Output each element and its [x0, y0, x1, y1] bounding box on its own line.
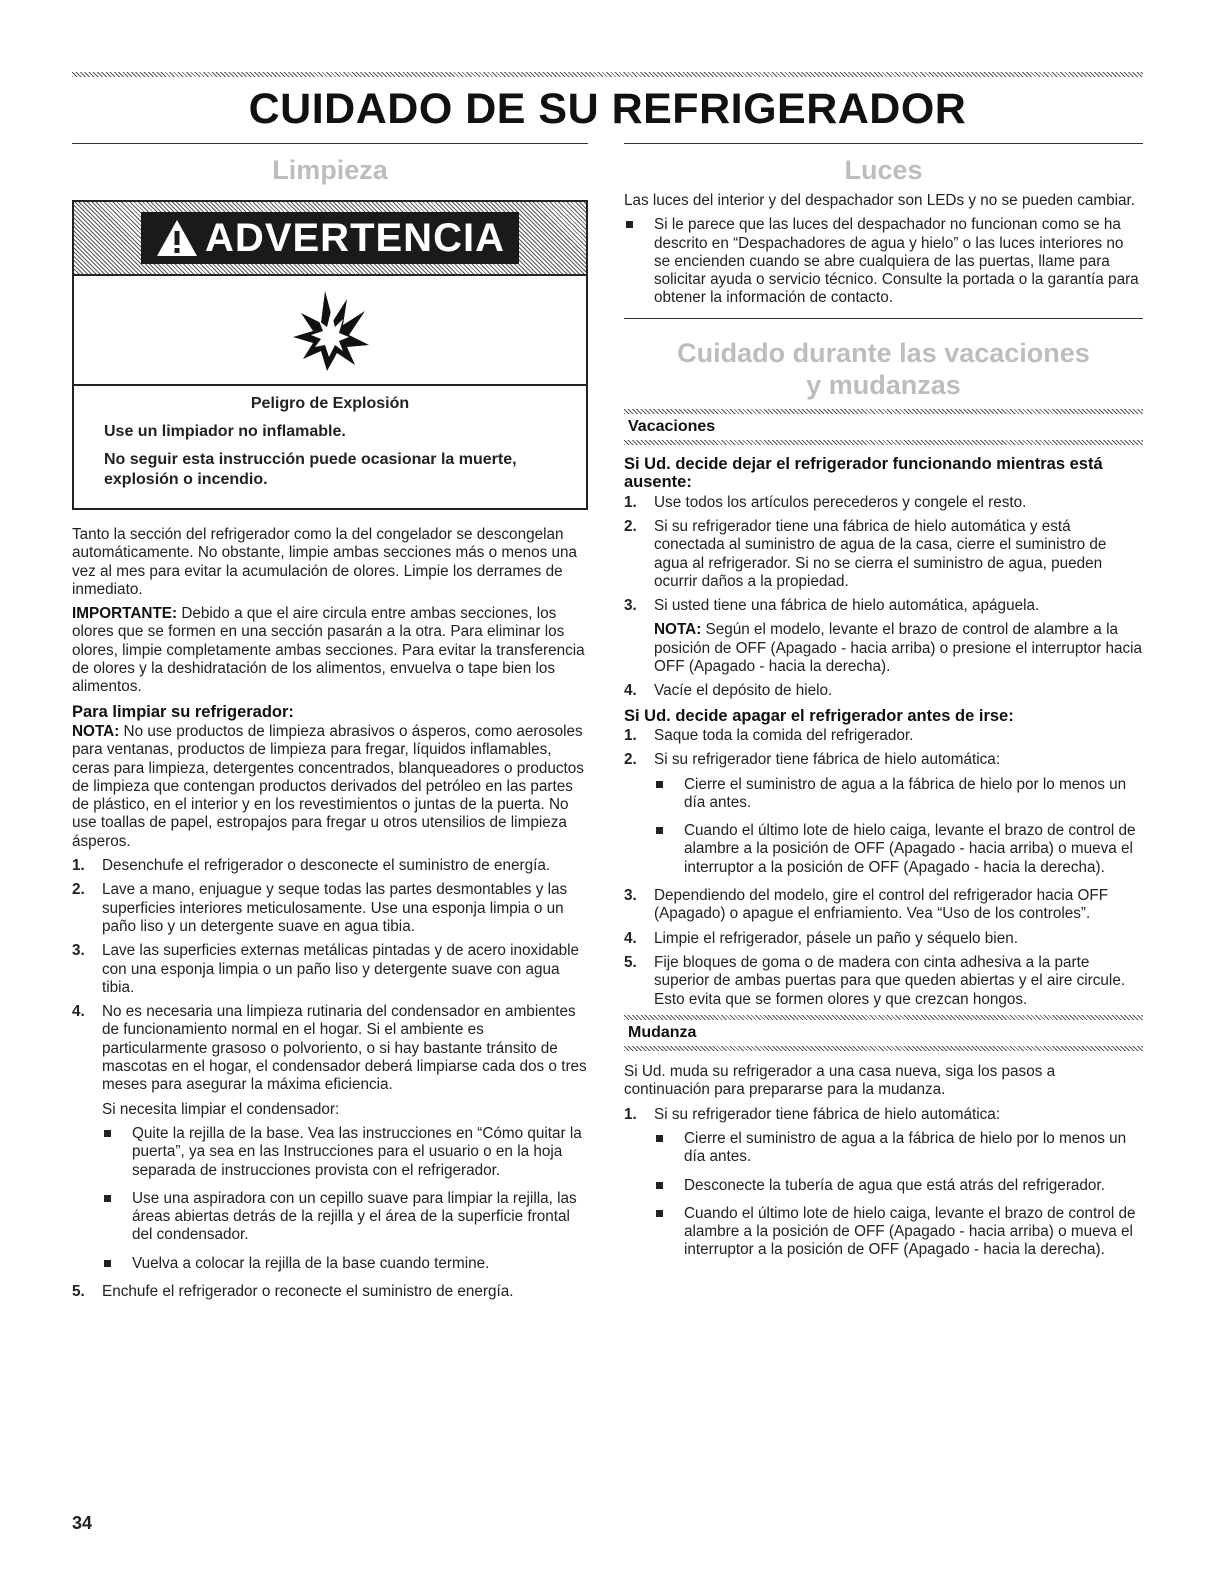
list-item: Cuando el último lote de hielo caiga, levante el brazo de control de alambre a la posición de OFF (Apagado - hacia arriba) o mueva el interruptor a la posición de OFF (Apagado - hacia la derecha). — [654, 822, 1143, 877]
leave-on-note — [654, 621, 1143, 676]
warning-triangle-icon — [155, 218, 199, 258]
list-item — [624, 887, 1143, 924]
section-title-luces: Luces — [844, 155, 923, 185]
cleaning-steps — [72, 857, 588, 1301]
move-steps — [624, 1106, 1143, 1260]
hatch-band — [624, 440, 1143, 445]
list-item — [624, 954, 1143, 1009]
lights-intro: Las luces del interior y del despachador son LEDs y no se pueden cambiar. — [624, 192, 1136, 209]
left-title-rule — [72, 143, 588, 144]
warning-header-text: ADVERTENCIA — [205, 215, 505, 260]
turn-off-steps — [624, 727, 1143, 1009]
step-text: Limpie el refrigerador, pásele un paño y séquelo bien. — [654, 929, 1018, 947]
list-item: Si le parece que las luces del despachador no funcionan como se ha descrito en “Despachadores de agua y hielo” o las luces interiores no se encienden cuando se abre cualquiera de las puertas, llame para solicitar ayuda o servicio técnico. Consulte la portada o la garantía para obtener la información de contacto. — [624, 216, 1143, 307]
step-number: 3. — [624, 887, 637, 905]
list-item — [624, 1106, 1143, 1260]
right-title-rule — [624, 143, 1143, 144]
step-number: 2. — [72, 881, 85, 899]
step-number: 3. — [72, 942, 85, 960]
step-number: 4. — [72, 1003, 85, 1021]
list-item: Use una aspiradora con un cepillo suave para limpiar la rejilla, las áreas abiertas detrás de la rejilla y el área de la superficie frontal del condensador. — [102, 1190, 588, 1245]
important-paragraph — [72, 605, 588, 696]
list-item — [72, 1003, 588, 1273]
move-bullets — [654, 1130, 1143, 1260]
vacaciones-label: Vacaciones — [628, 417, 716, 435]
note-label: NOTA: — [654, 621, 702, 639]
list-item: Cuando el último lote de hielo caiga, levante el brazo de control de alambre a la posición de OFF (Apagado - hacia arriba) o mueva el interruptor a la posición de OFF (Apagado - hacia la derecha). — [654, 1205, 1143, 1260]
step-text: Enchufe el refrigerador o reconecte el suministro de energía. — [102, 1282, 514, 1300]
lights-bullets — [624, 216, 1143, 307]
list-item: Cierre el suministro de agua a la fábrica de hielo por lo menos un día antes. — [654, 776, 1143, 813]
leave-on-heading: Si Ud. decide dejar el refrigerador funcionando mientras está ausente: — [624, 455, 1103, 492]
list-item — [624, 930, 1143, 948]
leave-on-steps — [624, 494, 1143, 701]
section-title-vacaciones — [624, 337, 1143, 401]
list-item — [624, 494, 1143, 512]
section-title-line-2: y mudanzas — [806, 369, 961, 400]
list-item — [624, 751, 1143, 877]
left-column — [72, 150, 588, 1307]
condenser-bullets — [102, 1125, 588, 1273]
list-item: Quite la rejilla de la base. Vea las instrucciones en “Cómo quitar la puerta”, ya sea en las Instrucciones para el usuario o en la hoja separada de instrucciones provista con el refrigerador. — [102, 1125, 588, 1180]
list-item — [72, 942, 588, 997]
warning-text — [74, 386, 586, 508]
important-text: Debido a que el aire circula entre ambas secciones, los olores que se formen en una sección pasarán a la otra. Para eliminar los olores, limpie completamente ambas secciones. Para evitar la transferencia de olores y la deshidratación de los alimentos, envuelva o tape bien los alimentos. — [72, 605, 585, 696]
step-text: No es necesaria una limpieza rutinaria del condensador en ambientes de funcionamiento normal en el hogar. Si el ambiente es particularmente grasoso o polvoriento, o si hay bastante tránsito de mascotas en el hogar, el condensador deberá limpiarse cada dos o tres meses para asegurar la máxima eficiencia. — [102, 1003, 587, 1094]
step-text: Dependiendo del modelo, gire el control del refrigerador hacia OFF (Apagado) o apague el enfriamiento. Vea “Uso de los controles”. — [654, 887, 1109, 923]
right-column — [624, 150, 1143, 1270]
step-text: Use todos los artículos perecederos y congele el resto. — [654, 493, 1027, 511]
condenser-sub: Si necesita limpiar el condensador: — [102, 1100, 340, 1118]
mudanza-label: Mudanza — [628, 1023, 697, 1041]
step-text: Fije bloques de goma o de madera con cinta adhesiva a la parte superior de ambas puertas para que queden abiertas y el aire circule. Esto evita que se formen olores y que crezcan hongos. — [654, 953, 1126, 1008]
page-number: 34 — [72, 1513, 93, 1533]
list-item — [624, 597, 1143, 676]
step-text: Si usted tiene una fábrica de hielo automática, apáguela. — [654, 597, 1040, 615]
note-text: Según el modelo, levante el brazo de control de alambre a la posición de OFF (Apagado - hacia arriba) o presione el interruptor hacia OFF (Apagado - hacia la derecha). — [654, 621, 1143, 676]
warning-line-2: No seguir esta instrucción puede ocasionar la muerte, explosión o incendio. — [104, 451, 517, 488]
step-text: Desenchufe el refrigerador o desconecte el suministro de energía. — [102, 857, 551, 875]
warning-pictogram — [74, 274, 586, 386]
section-title-limpieza: Limpieza — [272, 155, 388, 185]
section-divider — [624, 318, 1143, 319]
note-label: NOTA: — [72, 722, 120, 740]
list-item — [624, 518, 1143, 591]
cleaning-intro: Tanto la sección del refrigerador como la del congelador se descongelan automáticamente. No obstante, limpie ambas secciones más o menos una vez al mes para evitar la acumulación de olores. Limpie los derrames de inmediato. — [72, 526, 578, 598]
step-number: 2. — [624, 751, 637, 769]
list-item — [72, 881, 588, 936]
list-item: Cierre el suministro de agua a la fábrica de hielo por lo menos un día antes. — [654, 1130, 1143, 1167]
explosion-icon — [285, 285, 375, 375]
hatch-band — [624, 1046, 1143, 1051]
list-item: Desconecte la tubería de agua que está atrás del refrigerador. — [654, 1177, 1143, 1195]
clean-heading: Para limpiar su refrigerador: — [72, 702, 294, 721]
step-number: 3. — [624, 597, 637, 615]
step-number: 1. — [624, 493, 637, 511]
warning-line-1: Use un limpiador no inflamable. — [104, 423, 346, 440]
turn-off-bullets — [654, 776, 1143, 877]
warning-hazard: Peligro de Explosión — [250, 395, 410, 412]
step-number: 5. — [72, 1282, 85, 1300]
step-number: 2. — [624, 517, 637, 535]
step-number: 1. — [72, 857, 85, 875]
move-intro: Si Ud. muda su refrigerador a una casa nueva, siga los pasos a continuación para prepararse para la mudanza. — [624, 1063, 1056, 1099]
turn-off-heading: Si Ud. decide apagar el refrigerador antes de irse: — [624, 706, 1014, 725]
warning-box — [72, 200, 588, 510]
step-text: Si su refrigerador tiene fábrica de hielo automática: — [654, 1105, 1001, 1123]
page-title: CUIDADO DE SU REFRIGERADOR — [248, 85, 967, 133]
step-number: 5. — [624, 953, 637, 971]
note-paragraph — [72, 723, 588, 851]
important-label: IMPORTANTE: — [72, 605, 178, 623]
step-number: 4. — [624, 929, 637, 947]
top-hatch-band — [72, 72, 1143, 77]
list-item — [624, 682, 1143, 700]
section-title-line-1: Cuidado durante las vacaciones — [677, 337, 1090, 368]
step-text: Saque toda la comida del refrigerador. — [654, 726, 914, 744]
step-number: 1. — [624, 1105, 637, 1123]
list-item — [72, 857, 588, 875]
warning-header — [141, 212, 519, 264]
list-item: Vuelva a colocar la rejilla de la base cuando termine. — [102, 1255, 588, 1273]
step-number: 1. — [624, 726, 637, 744]
step-number: 4. — [624, 682, 637, 700]
step-text: Vacíe el depósito de hielo. — [654, 682, 833, 700]
list-item — [72, 1283, 588, 1301]
list-item — [624, 727, 1143, 745]
step-text: Lave las superficies externas metálicas pintadas y de acero inoxidable con una esponja limpia o un paño liso y detergente suave con agua tibia. — [102, 942, 580, 996]
note-text: No use productos de limpieza abrasivos o ásperos, como aerosoles para ventanas, productos de limpieza para fregar, líquidos inflamables, ceras para limpieza, detergentes concentrados, blanqueadores o productos de limpieza que contengan productos derivados del petróleo en las partes de plástico, en el interior y en los revestimientos o juntas de la puerta. No use toallas de papel, estropajos para fregar u otros utensilios de limpieza ásperos. — [72, 722, 584, 850]
warning-header-band — [74, 202, 586, 274]
step-text: Si su refrigerador tiene una fábrica de hielo automática y está conectada al suministro de agua de la casa, cierre el suministro de agua al refrigerador. Si no se cierra el suministro de agua, pueden ocurrir daños a la propiedad. — [654, 517, 1107, 590]
step-text: Si su refrigerador tiene fábrica de hielo automática: — [654, 751, 1001, 769]
step-text: Lave a mano, enjuague y seque todas las partes desmontables y las superficies interiores meticulosamente. Use una esponja limpia o un paño liso y un detergente suave en agua tibia. — [102, 881, 568, 935]
